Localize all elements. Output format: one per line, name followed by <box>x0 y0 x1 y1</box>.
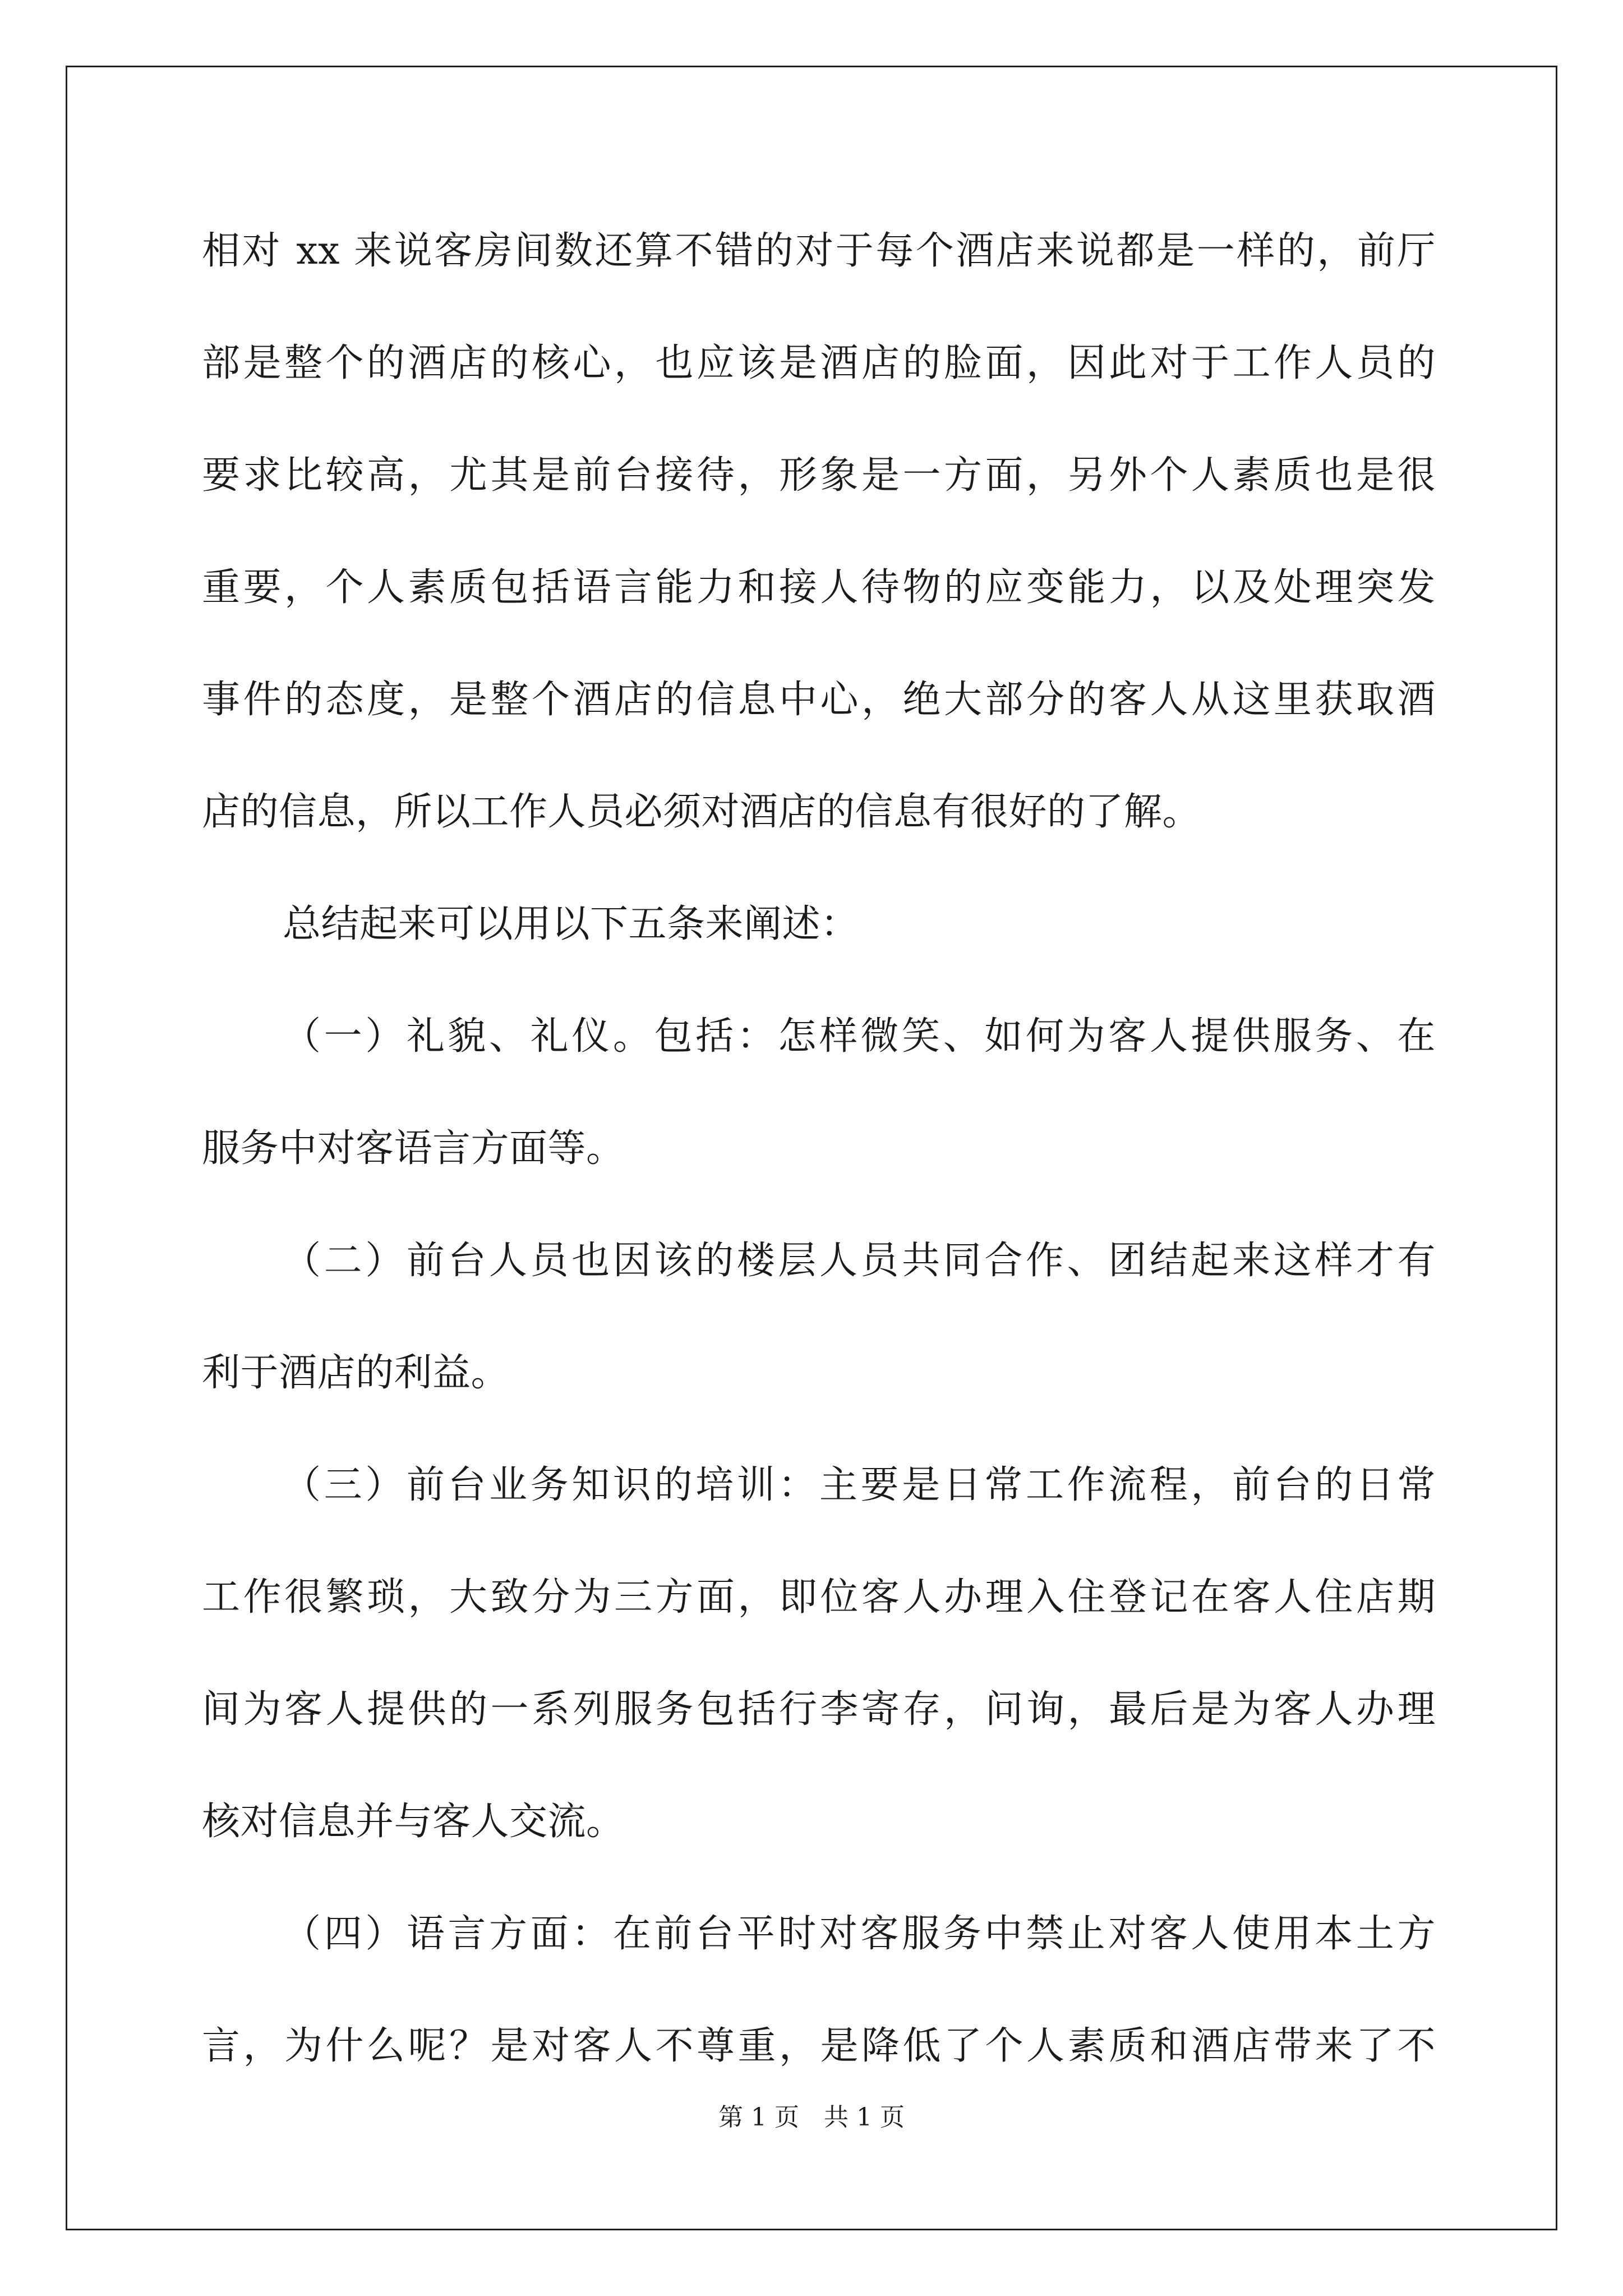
text-line: 总结起来可以用以下五条来阐述： <box>283 902 859 946</box>
text-line: 核对信息并与客人交流。 <box>202 1800 625 1844</box>
text-line: 言，为什么呢？是对客人不尊重，是降低了个人素质和酒店带来了不 <box>202 2024 1436 2068</box>
text-line: （四）语言方面：在前台平时对客服务中禁止对客人使用本土方 <box>283 1912 1436 1956</box>
text-line: 部是整个的酒店的核心，也应该是酒店的脸面，因此对于工作人员的 <box>202 341 1436 385</box>
text-line: 间为客人提供的一系列服务包括行李寄存，问询，最后是为客人办理 <box>202 1687 1436 1732</box>
page-number-total: 共 1 页 <box>824 2103 905 2132</box>
page-footer <box>0 2101 1623 2134</box>
text-line: 服务中对客语言方面等。 <box>202 1126 625 1171</box>
text-line: （三）前台业务知识的培训：主要是日常工作流程，前台的日常 <box>283 1463 1436 1507</box>
text-line: 事件的态度，是整个酒店的信息中心，绝大部分的客人从这里获取酒 <box>202 678 1436 722</box>
page-number-current: 第 1 页 <box>718 2103 799 2132</box>
text-line: （二）前台人员也因该的楼层人员共同合作、团结起来这样才有 <box>283 1239 1436 1283</box>
text-line: 工作很繁琐，大致分为三方面，即位客人办理入住登记在客人住店期 <box>202 1575 1436 1619</box>
text-line: 相对 xx 来说客房间数还算不错的对于每个酒店来说都是一样的，前厅 <box>202 229 1436 273</box>
text-line: 店的信息，所以工作人员必须对酒店的信息有很好的了解。 <box>202 790 1201 834</box>
text-line: 要求比较高，尤其是前台接待，形象是一方面，另外个人素质也是很 <box>202 453 1436 498</box>
document-body <box>202 218 1436 2125</box>
text-line: （一）礼貌、礼仪。包括：怎样微笑、如何为客人提供服务、在 <box>283 1014 1436 1059</box>
text-line: 利于酒店的利益。 <box>202 1351 510 1395</box>
text-line: 重要，个人素质包括语言能力和接人待物的应变能力，以及处理突发 <box>202 565 1436 610</box>
